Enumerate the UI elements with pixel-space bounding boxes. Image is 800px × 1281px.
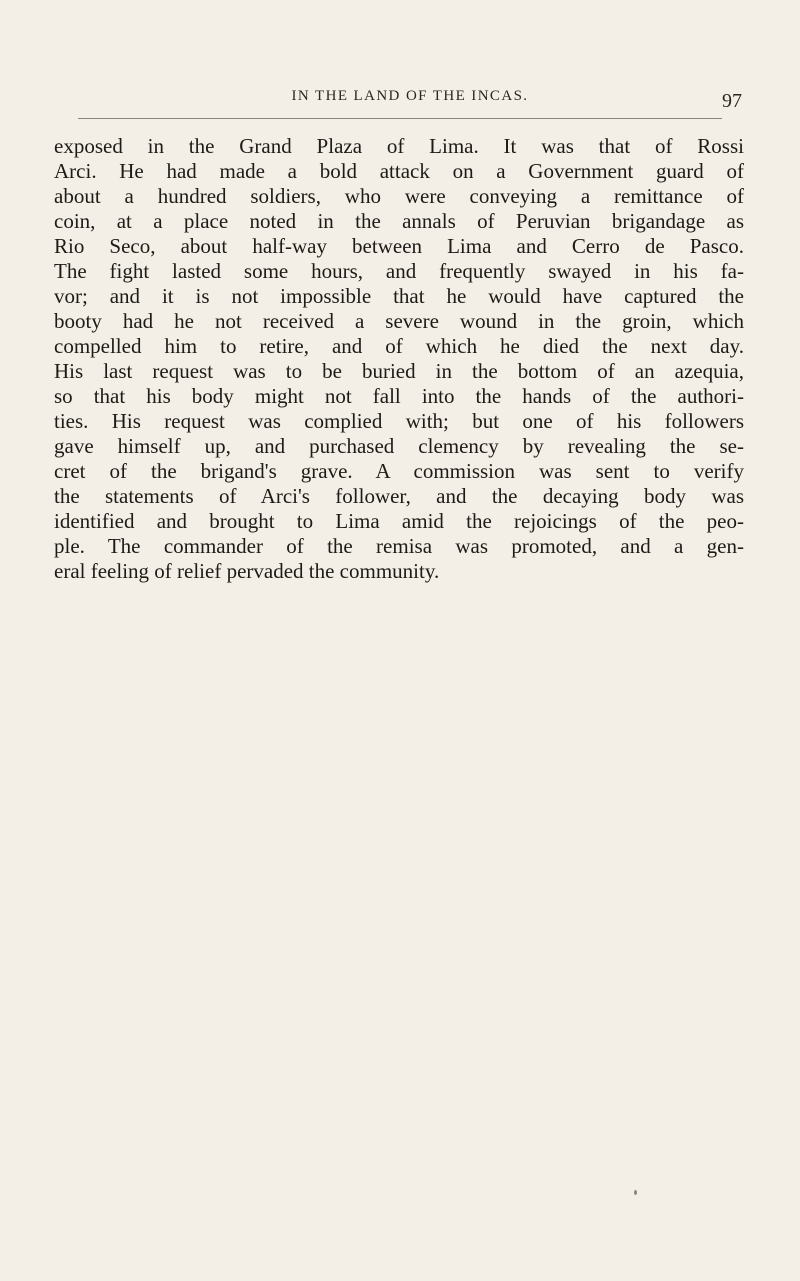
text-line: about a hundred soldiers, who were conveying a remittance of [54,184,744,208]
header-rule [78,118,722,119]
text-line: coin, at a place noted in the annals of Peruvian brigandage as [54,209,744,233]
text-line: vor; and it is not impossible that he would have captured the [54,284,744,308]
body-text [54,134,744,584]
text-line: cret of the brigand's grave. A commission was sent to verify [54,459,744,483]
text-line: compelled him to retire, and of which he died the next day. [54,334,744,358]
text-line: exposed in the Grand Plaza of Lima. It was that of Rossi [54,134,744,158]
text-line: Rio Seco, about half-way between Lima and Cerro de Pasco. [54,234,744,258]
text-line: His last request was to be buried in the bottom of an azequia, [54,359,744,383]
text-line: identified and brought to Lima amid the rejoicings of the peo- [54,509,744,533]
text-line: ple. The commander of the remisa was promoted, and a gen- [54,534,744,558]
running-head: IN THE LAND OF THE INCAS. [291,88,529,104]
text-line: the statements of Arci's follower, and the decaying body was [54,484,744,508]
text-line: gave himself up, and purchased clemency by revealing the se- [54,434,744,458]
paper-speck [634,1190,637,1195]
text-line: so that his body might not fall into the hands of the authori- [54,384,744,408]
text-line: The fight lasted some hours, and frequently swayed in his fa- [54,259,744,283]
text-line: ties. His request was complied with; but one of his followers [54,409,744,433]
text-line: eral feeling of relief pervaded the community. [54,559,440,583]
page-number: 97 [722,90,742,112]
text-line: booty had he not received a severe wound in the groin, which [54,309,744,333]
text-line: Arci. He had made a bold attack on a Government guard of [54,159,744,183]
